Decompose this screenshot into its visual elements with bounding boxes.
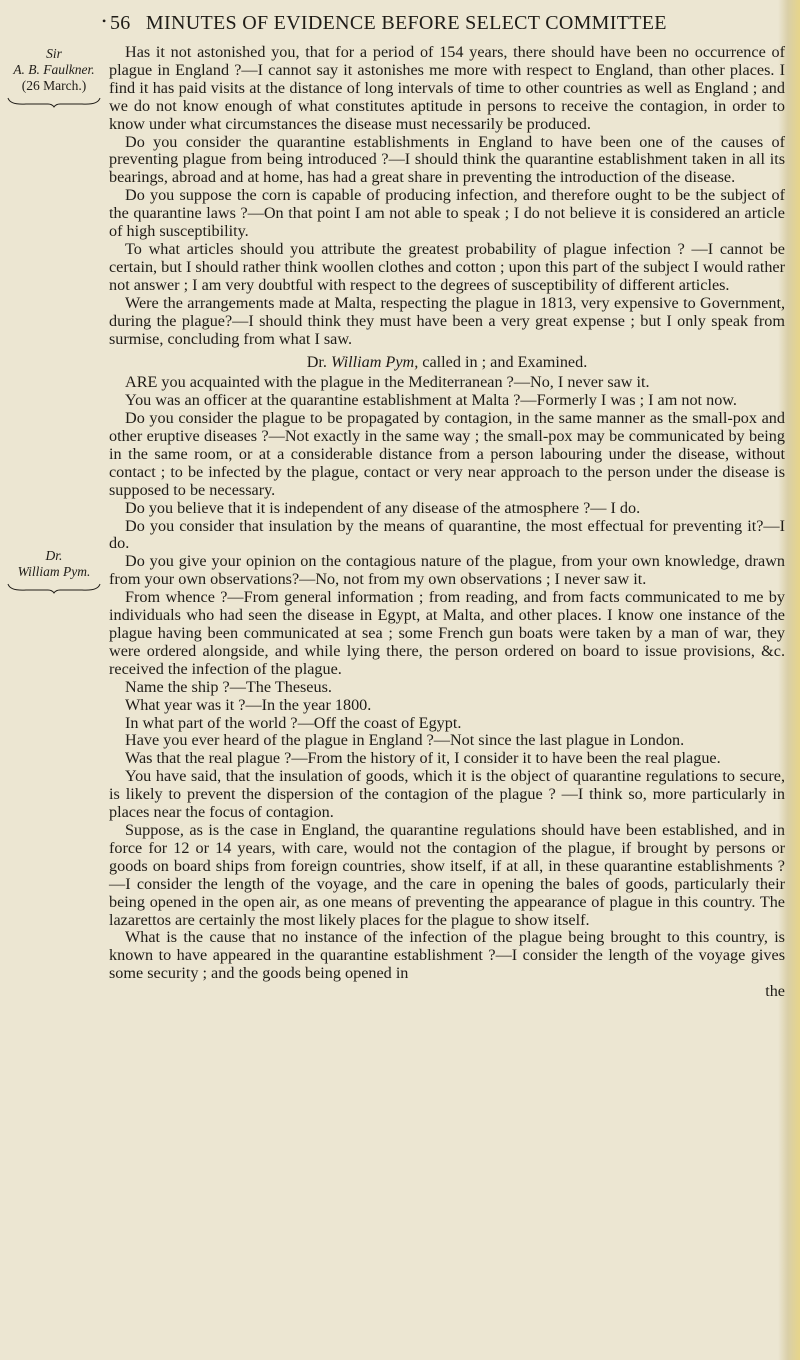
paragraph: Was that the real plague ?—From the history of it, I consider it to have been the real plague.: [125, 749, 721, 768]
witness-heading: [109, 354, 785, 372]
paragraph: Do you give your opinion on the contagious nature of the plague, from your own knowledge, drawn from your own observations?—No, not from my own observations ; I never saw it.: [109, 552, 785, 589]
running-header: [102, 12, 790, 38]
margin-witness-name: A. B. Faulkner.: [13, 62, 95, 77]
page-title: MINUTES OF EVIDENCE BEFORE SELECT COMMITTEE: [145, 12, 667, 34]
margin-title: Dr.: [45, 548, 63, 563]
paragraph: Do you consider that insulation by the means of quarantine, the most effectual for preventing it?—I do.: [109, 516, 785, 553]
paragraph: Do you consider the quarantine establishments in England to have been one of the causes of preventing plague from being introduced ?—I should think the quarantine establishment taken in all its bearings, abroad and at home, has had a great share in preventing the introduction of the disease.: [109, 132, 785, 187]
brace-icon: [6, 96, 102, 108]
paragraph: You was an officer at the quarantine establishment at Malta ?—Formerly I was ; I am not now.: [125, 391, 737, 410]
catchword: the: [765, 982, 785, 1001]
margin-date: (26 March.): [21, 78, 87, 93]
margin-title: Sir: [46, 46, 62, 61]
paragraph: Has it not astonished you, that for a period of 154 years, there should have been no occurrence of plague in England ?—I cannot say it astonishes me more with respect to England, than other places. I find it has paid visits at the distance of long intervals of time to other countries as well as England ; and we do not know enough of what constitutes aptitude in persons to receive the contagion, in order to know under what circumstances the disease must necessarily be produced.: [109, 43, 785, 133]
paragraph: Suppose, as is the case in England, the quarantine regulations should have been established, and in force for 12 or 14 years, with care, would not the contagion of the plague, if brought by persons or goods on board ships from foreign countries, show itself, if at all, in these quarantine establishments ?—I consider the length of the voyage, and the care in opening the bales of goods, particularly their being opened in the open air, as one means of preventing the appearance of plague in this country. The lazarettos are certainly the most likely places for the plague to show itself.: [109, 820, 785, 929]
paragraph: From whence ?—From general information ; from reading, and from facts communicated to me by individuals who had seen the disease in Egypt, at Malta, and other places. I know one instance of the plague having been communicated at sea ; some French gun boats were taken by a man of war, they were ordered alongside, and while lying there, the person ordered on board to issue provisions, &c. received the infection of the plague.: [109, 588, 785, 678]
paragraph: Were the arrangements made at Malta, respecting the plague in 1813, very expensive to Government, during the plague?—I should think they must have been a very great expense ; but I only speak from surmise, concluding from what I saw.: [109, 293, 785, 348]
page-number: 56: [110, 12, 131, 34]
paragraph: To what articles should you attribute the greatest probability of plague infection ? —I cannot be certain, but I should rather think woollen clothes and cotton ; upon this part of the subject I would rather not answer ; I am very doubtful with respect to the degrees of susceptibility of different articles.: [109, 239, 785, 294]
paragraph: ARE you acquainted with the plague in the Mediterranean ?—No, I never saw it.: [125, 373, 650, 392]
witness-name: William Pym,: [331, 353, 419, 372]
paragraph: What year was it ?—In the year 1800.: [125, 695, 372, 714]
body-text: [109, 44, 785, 1001]
paragraph: Do you believe that it is independent of any disease of the atmosphere ?— I do.: [125, 498, 641, 517]
brace-icon: [6, 582, 102, 594]
paragraph: In what part of the world ?—Off the coast of Egypt.: [125, 713, 462, 732]
witness-prefix: Dr.: [306, 353, 327, 372]
paragraph: What is the cause that no instance of the infection of the plague being brought to this country, is known to have appeared in the quarantine establishment ?—I consider the length of the voyage gives some security ; and the goods being opened in: [109, 928, 785, 983]
paragraph: Name the ship ?—The Theseus.: [125, 677, 332, 696]
witness-suffix: called in ; and Examined.: [422, 353, 588, 372]
bullet-mark: •: [102, 14, 107, 28]
paragraph: Do you suppose the corn is capable of producing infection, and therefore ought to be the subject of the quarantine laws ?—On that point I am not able to speak ; I do not believe it is considered an article of high susceptibility.: [109, 186, 785, 241]
paragraph: You have said, that the insulation of goods, which it is the object of quarantine regulations to secure, is likely to prevent the dispersion of the contagion of the plague ? —I think so, more particularly in places near the focus of contagion.: [109, 767, 785, 822]
paragraph: Do you consider the plague to be propagated by contagion, in the same manner as the small-pox and other eruptive diseases ?—Not exactly in the same way ; the small-pox may be communicated by being in the same room, or at a considerable distance from a person labouring under the disease, without contact ; to be infected by the plague, contact or very near approach to the person under the disease is supposed to be necessary.: [109, 409, 785, 499]
margin-witness-name: William Pym.: [17, 564, 91, 579]
paragraph: Have you ever heard of the plague in England ?—Not since the last plague in London.: [125, 731, 685, 750]
margin-note-witness-1: [4, 46, 104, 108]
margin-note-witness-2: [4, 548, 104, 594]
